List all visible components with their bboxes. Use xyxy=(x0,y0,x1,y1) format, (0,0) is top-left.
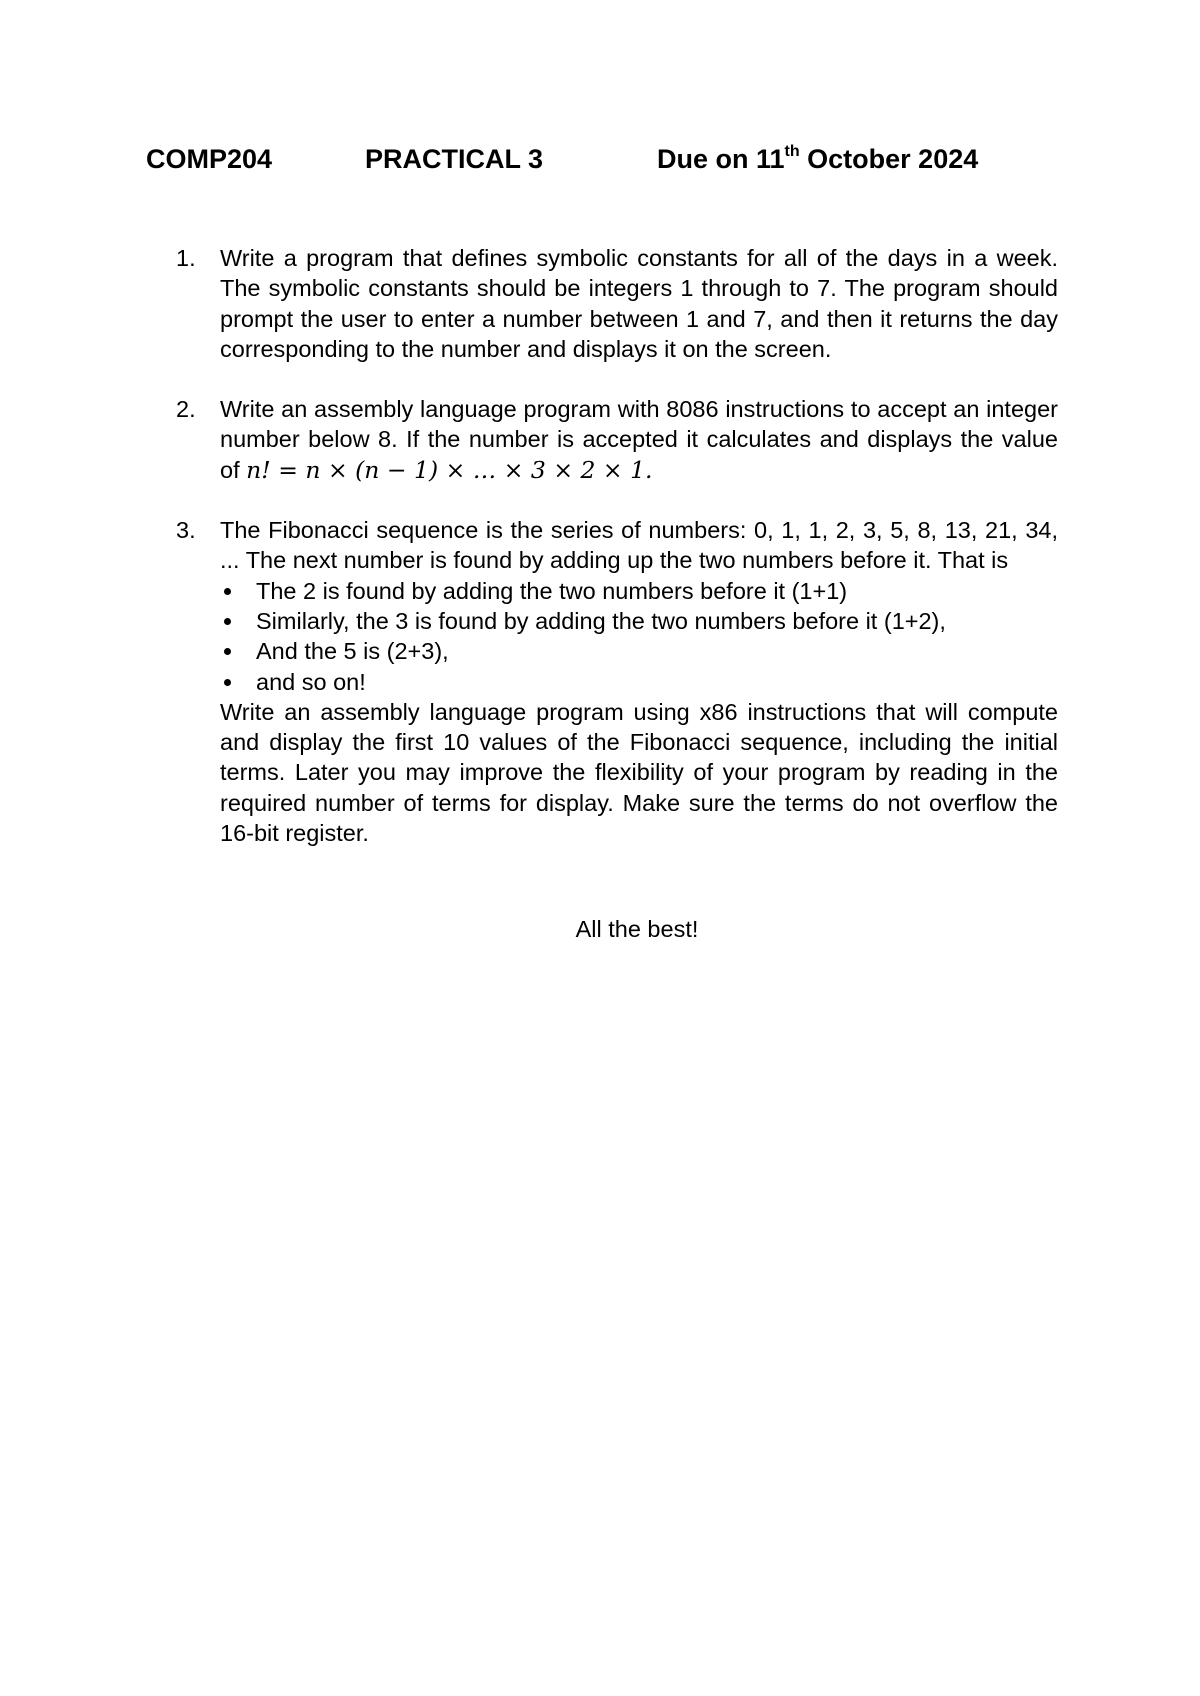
due-date-ordinal: th xyxy=(784,143,800,160)
practical-title: PRACTICAL 3 xyxy=(365,144,544,174)
closing-remark xyxy=(0,916,1200,943)
list-item xyxy=(220,606,1058,636)
bullet-icon xyxy=(224,588,231,595)
page-header xyxy=(146,144,1046,184)
due-date-prefix: Due on 11 xyxy=(657,144,785,174)
bullet-text: The 2 is found by adding the two numbers before it (1+1) xyxy=(256,577,848,604)
list-item xyxy=(220,667,1058,697)
bullet-text: and so on! xyxy=(256,668,366,695)
question-text: Write a program that defines symbolic constants for all of the days in a week. The symbolic constants should be integers 1 through to 7. The program should prompt the user to enter a number between 1 and 7, and then it returns the day corresponding to the number and displays it on the screen. xyxy=(220,245,1058,362)
question-task: Write an assembly language program using x86 instructions that will compute and display the first 10 values of the Fibonacci sequence, including the initial terms. Later you may improve the flexibility of your program by reading in the required number of terms for display. Make sure the terms do not overflow the 16-bit register. xyxy=(220,698,1058,847)
bullet-icon xyxy=(224,618,231,625)
bullet-text: And the 5 is (2+3), xyxy=(256,638,449,665)
due-date-suffix: October 2024 xyxy=(799,144,979,174)
question-intro: The Fibonacci sequence is the series of numbers: 0, 1, 1, 2, 3, 5, 8, 13, 21, 34, ... The next number is found by adding up the two numbers before it. That is xyxy=(220,517,1058,574)
bullet-icon xyxy=(224,648,231,655)
due-date xyxy=(657,144,978,175)
question-text xyxy=(220,394,1058,485)
question-number: 2. xyxy=(176,396,196,423)
list-item xyxy=(220,636,1058,666)
course-code: COMP204 xyxy=(146,144,273,174)
factorial-formula: n! = n × (n − 1) × … × 3 × 2 × 1. xyxy=(246,455,653,484)
closing-text: All the best! xyxy=(575,916,699,942)
question-2 xyxy=(176,394,1058,485)
list-item xyxy=(220,576,1058,606)
bullet-text: Similarly, the 3 is found by adding the two numbers before it (1+2), xyxy=(256,607,946,634)
question-number: 3. xyxy=(176,517,196,544)
question-number: 1. xyxy=(176,245,196,271)
bullet-list xyxy=(220,576,1058,697)
question-3 xyxy=(176,515,1058,848)
question-list xyxy=(176,243,1058,878)
question-1 xyxy=(176,243,1058,364)
question-body: Write an assembly language program with 8086 instructions to accept an integer number below 8. If the number is accepted it calculates and displays the value of xyxy=(220,396,1058,483)
bullet-icon xyxy=(224,679,231,686)
